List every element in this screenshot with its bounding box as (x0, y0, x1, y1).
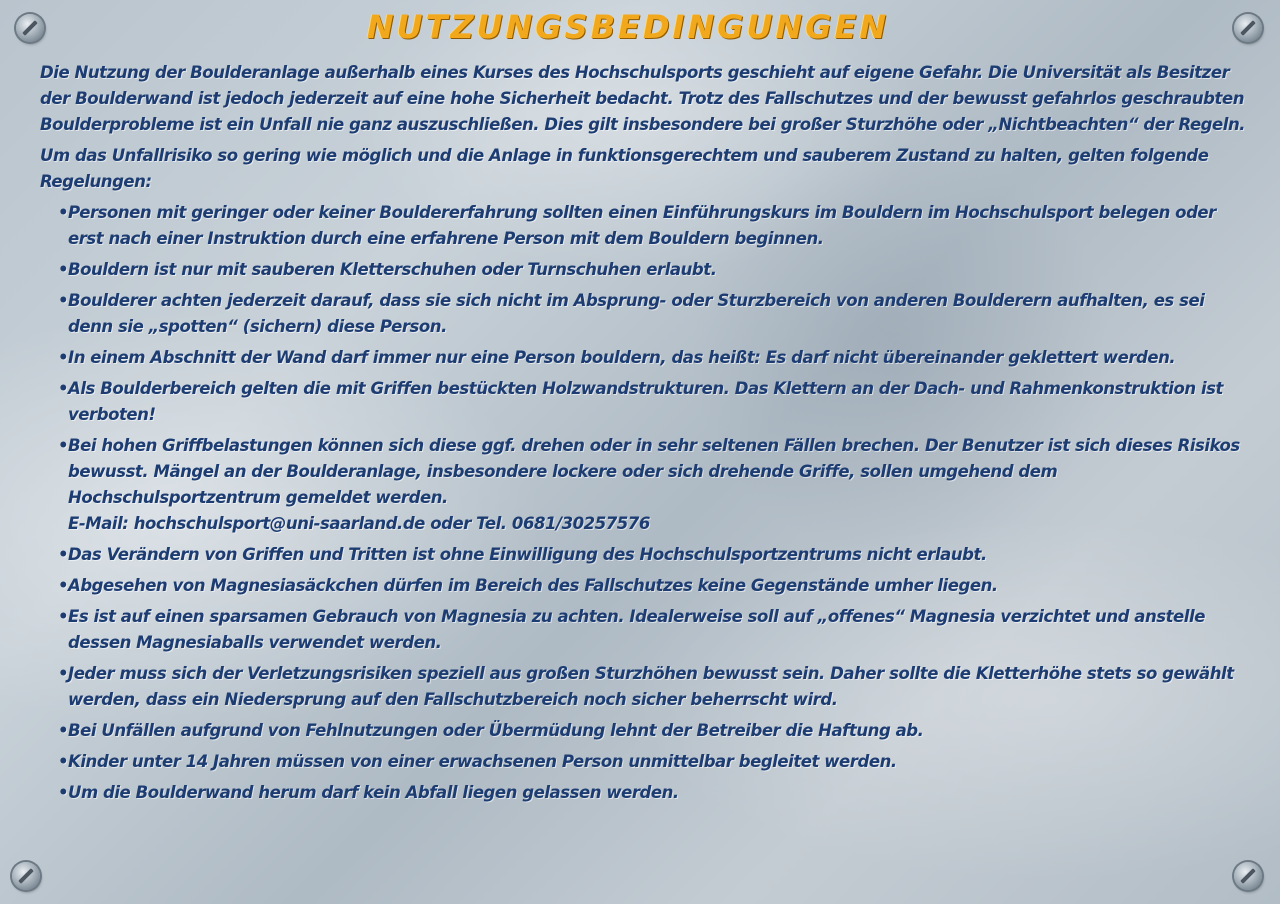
page-title: NUTZUNGSBEDINGUNGEN (366, 8, 890, 46)
rule-item: • Boulderer achten jederzeit darauf, dass sie sich nicht im Absprung- oder Sturzbereich von anderen Boulderern aufhalten, es sei denn sie „spotten“ (sichern) diese Person. (58, 288, 1250, 340)
rules-intro: Um das Unfallrisiko so gering wie möglich und die Anlage in funktionsgerechtem und sauberem Zustand zu halten, gelten folgende Regelungen: (40, 146, 1209, 191)
screw-bottom-right-icon (1234, 862, 1262, 890)
rule-text: • Bei hohen Griffbelastungen können sich diese ggf. drehen oder in sehr seltenen Fällen brechen. Der Benutzer ist sich dieses Risikos bewusst. Mängel an der Boulderanlage, insbesondere lockere oder sich drehende Griffe, sollen umgehend dem Hochschulsportzentrum gemeldet werden. (68, 436, 1240, 507)
rule-item: • Abgesehen von Magnesiasäckchen dürfen im Bereich des Fallschutzes keine Gegenstände umher liegen. (58, 573, 1250, 599)
contact-info: E-Mail: hochschulsport@uni-saarland.de oder Tel. 0681/30257576 (68, 514, 650, 533)
rule-item: • Als Boulderbereich gelten die mit Griffen bestückten Holzwandstrukturen. Das Klettern an der Dach- und Rahmenkonstruktion ist verboten! (58, 376, 1250, 428)
rules-list (40, 200, 1250, 806)
screw-bottom-left-icon (12, 862, 40, 890)
rule-item: • Bei Unfällen aufgrund von Fehlnutzungen oder Übermüdung lehnt der Betreiber die Haftung ab. (58, 718, 1250, 744)
rule-item: • Jeder muss sich der Verletzungsrisiken speziell aus großen Sturzhöhen bewusst sein. Daher sollte die Kletterhöhe stets so gewählt werden, dass ein Niedersprung auf den Fallschutzbereich noch sicher beherrscht wird. (58, 661, 1250, 713)
rule-item: • In einem Abschnitt der Wand darf immer nur eine Person bouldern, das heißt: Es darf nicht übereinander geklettert werden. (58, 345, 1250, 371)
rule-item: • Das Verändern von Griffen und Tritten ist ohne Einwilligung des Hochschulsportzentrums nicht erlaubt. (58, 542, 1250, 568)
rule-item (58, 433, 1250, 537)
rule-item: • Kinder unter 14 Jahren müssen von einer erwachsenen Person unmittelbar begleitet werden. (58, 749, 1250, 775)
rule-item: • Bouldern ist nur mit sauberen Kletterschuhen oder Turnschuhen erlaubt. (58, 257, 1250, 283)
rule-item: • Personen mit geringer oder keiner Bouldererfahrung sollten einen Einführungskurs im Bouldern im Hochschulsport belegen oder erst nach einer Instruktion durch eine erfahrene Person mit dem Bouldern beginnen. (58, 200, 1250, 252)
terms-content (40, 60, 1250, 811)
intro-paragraph: Die Nutzung der Boulderanlage außerhalb eines Kurses des Hochschulsports geschieht auf eigene Gefahr. Die Universität als Besitzer der Boulderwand ist jedoch jederzeit auf eine hohe Sicherheit bedacht. Trotz des Fallschutzes und der bewusst gefahrlos geschraubten Boulderprobleme ist ein Unfall nie ganz auszuschließen. Dies gilt insbesondere bei großer Sturzhöhe oder „Nichtbeachten“ der Regeln. (40, 63, 1246, 134)
rule-item: • Es ist auf einen sparsamen Gebrauch von Magnesia zu achten. Idealerweise soll auf „offenes“ Magnesia verzichtet und anstelle dessen Magnesiaballs verwendet werden. (58, 604, 1250, 656)
rule-item: • Um die Boulderwand herum darf kein Abfall liegen gelassen werden. (58, 780, 1250, 806)
